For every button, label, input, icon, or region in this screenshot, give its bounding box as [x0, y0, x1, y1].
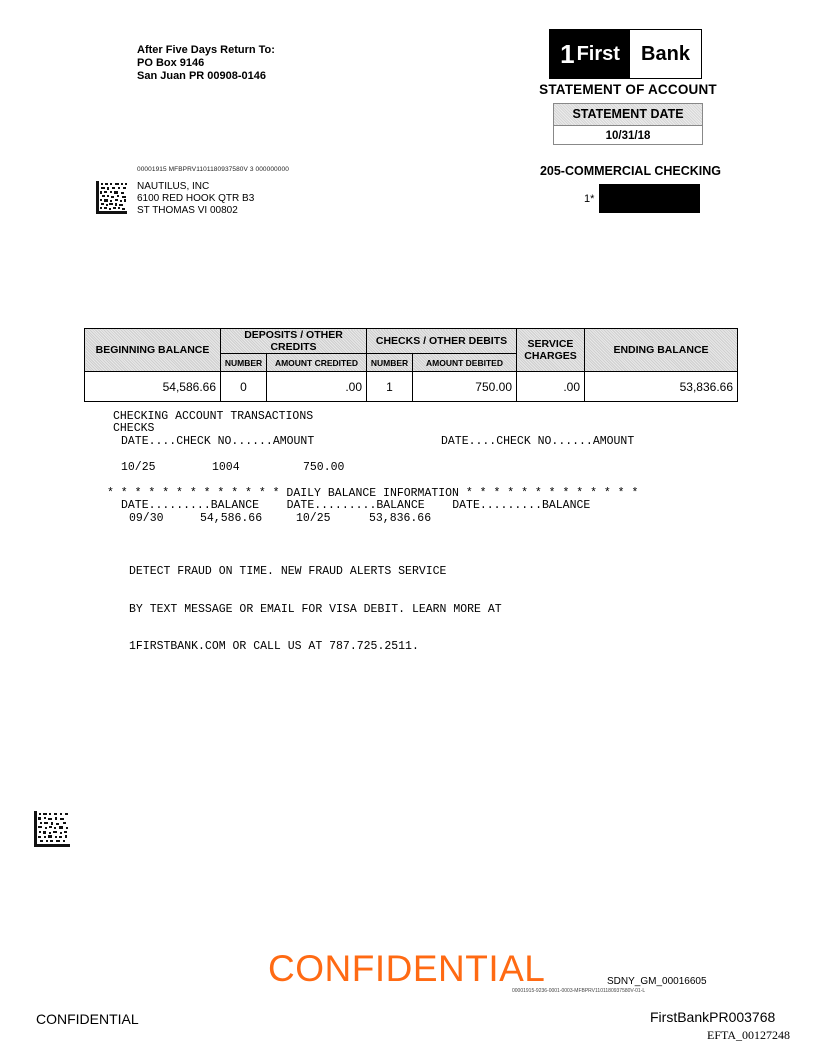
customer-name: NAUTILUS, INC [137, 181, 210, 192]
notice-line2: BY TEXT MESSAGE OR EMAIL FOR VISA DEBIT. LEARN MORE AT [129, 602, 502, 616]
bates-number-firstbank: FirstBankPR003768 [650, 1009, 776, 1025]
fraud-alert-notice [129, 541, 502, 666]
daily-balance-amount: 53,836.66 [369, 512, 432, 525]
daily-balance-date: 09/30 [129, 512, 164, 525]
logo-first: First [576, 42, 620, 65]
deposit-amount-value: .00 [267, 372, 367, 402]
statement-date-value: 10/31/18 [605, 130, 651, 142]
check-number: 1004 [212, 461, 240, 474]
header-beginning-balance: BEGINNING BALANCE [85, 329, 221, 372]
header-ending-balance: ENDING BALANCE [585, 329, 738, 372]
account-number-prefix: 1* [584, 193, 595, 205]
transactions-title: CHECKING ACCOUNT TRANSACTIONS [113, 410, 314, 423]
ending-balance-value: 53,836.66 [585, 372, 738, 402]
debit-count-value: 1 [367, 372, 413, 402]
checks-column-header-left: DATE....CHECK NO......AMOUNT [121, 435, 315, 448]
redaction-block [599, 184, 700, 213]
bank-logo [549, 29, 702, 79]
check-date: 10/25 [121, 461, 156, 474]
confidential-stamp: CONFIDENTIAL [268, 948, 546, 989]
header-amount-debited: AMOUNT DEBITED [413, 354, 517, 372]
customer-street: 6100 RED HOOK QTR B3 [137, 193, 255, 204]
daily-balance-column-header: DATE.........BALANCE DATE.........BALANCE DATE.........BALANCE [121, 499, 591, 512]
beginning-balance-value: 54,586.66 [85, 372, 221, 402]
checks-column-header-right: DATE....CHECK NO......AMOUNT [441, 435, 635, 448]
document-code: 00001915-9236-0001-0003-MFBPRV1101180937580V-01-L [512, 988, 646, 994]
daily-balance-amount: 54,586.66 [200, 512, 263, 525]
logo-bank: Bank [630, 30, 701, 78]
barcode-icon [96, 181, 127, 214]
return-address-line3: San Juan PR 00908-0146 [137, 70, 267, 82]
return-address-line1: After Five Days Return To: [137, 44, 275, 56]
header-debit-number: NUMBER [367, 354, 413, 372]
efta-number: EFTA_00127248 [707, 1028, 791, 1042]
statement-title: STATEMENT OF ACCOUNT [539, 82, 717, 97]
header-deposits: DEPOSITS / OTHER CREDITS [221, 329, 367, 354]
statement-date-label: STATEMENT DATE [554, 104, 702, 126]
header-service-charges [517, 329, 585, 372]
header-amount-credited: AMOUNT CREDITED [267, 354, 367, 372]
mailing-code: 00001915 MFBPRV1101180937580V 3 000000000 [137, 166, 289, 173]
daily-balance-heading: * * * * * * * * * * * * * DAILY BALANCE INFORMATION * * * * * * * * * * * * * [107, 487, 639, 500]
confidential-label: CONFIDENTIAL [36, 1011, 139, 1027]
return-address [137, 44, 275, 83]
mailing-address [137, 181, 254, 217]
notice-line3: 1FIRSTBANK.COM OR CALL US AT 787.725.2511. [129, 640, 419, 653]
header-checks: CHECKS / OTHER DEBITS [367, 329, 517, 354]
daily-balance-date: 10/25 [296, 512, 331, 525]
logo-one: 1 [560, 38, 575, 69]
notice-line1: DETECT FRAUD ON TIME. NEW FRAUD ALERTS SERVICE [129, 565, 447, 578]
deposit-count-value: 0 [221, 372, 267, 402]
header-service-line1: SERVICE [527, 338, 574, 350]
debit-amount-value: 750.00 [413, 372, 517, 402]
return-address-line2: PO Box 9146 [137, 57, 205, 69]
logo-mark [550, 30, 630, 78]
customer-city: ST THOMAS VI 00802 [137, 205, 238, 216]
barcode-icon [34, 811, 70, 847]
header-deposit-number: NUMBER [221, 354, 267, 372]
bates-number-sdny: SDNY_GM_00016605 [607, 976, 707, 987]
check-amount: 750.00 [303, 461, 345, 474]
account-type: 205-COMMERCIAL CHECKING [539, 164, 721, 178]
balance-summary-table [84, 328, 738, 402]
statement-date-box [553, 103, 703, 145]
checks-section-label: CHECKS [113, 422, 155, 435]
header-service-line2: CHARGES [524, 350, 577, 362]
service-charges-value: .00 [517, 372, 585, 402]
